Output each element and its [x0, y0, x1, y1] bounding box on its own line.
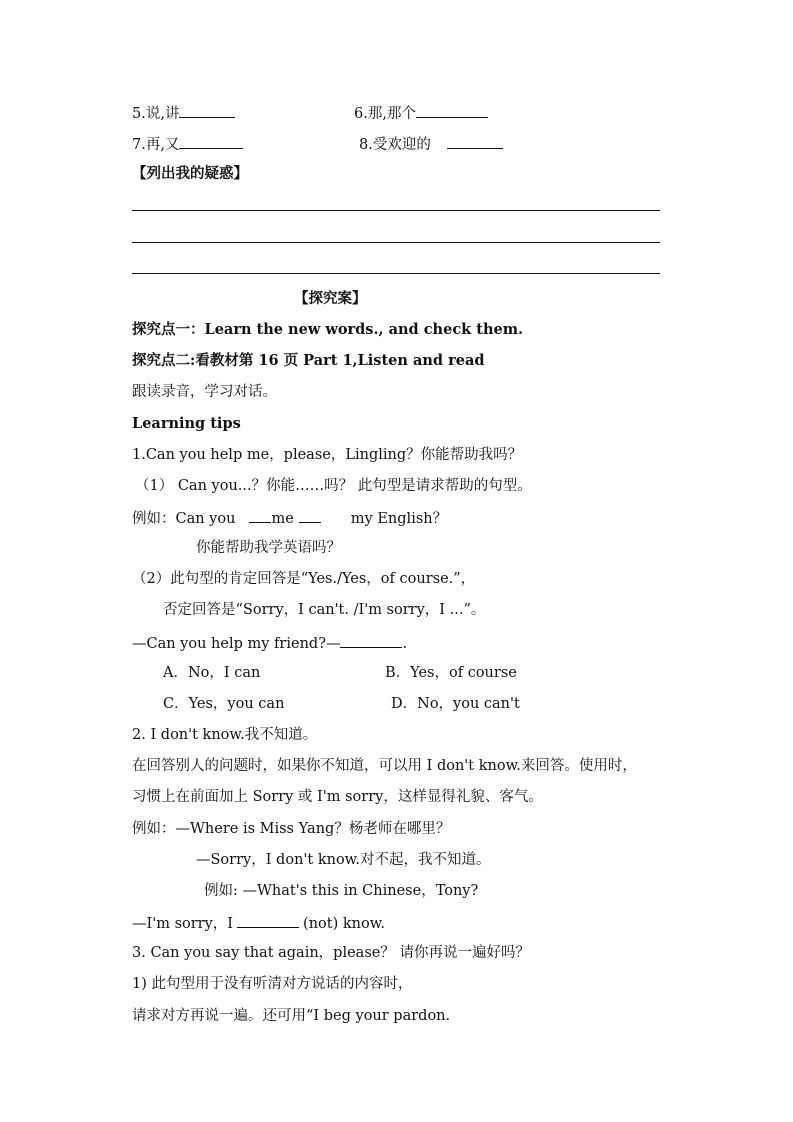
tip-2-title: 2. I don't know.我不知道。 [132, 727, 318, 743]
option-b[interactable]: B．Yes，of course [385, 665, 517, 681]
example-end: my English？ [350, 511, 448, 527]
tip-2-desc-2: 习惯上在前面加上 Sorry 或 I'm sorry，这样显得礼貌、客气。 [132, 789, 543, 805]
vocab-item-8-label: 8.受欢迎的 [359, 137, 431, 153]
answer-blank[interactable] [237, 913, 299, 928]
explore-heading: 【探究案】 [294, 290, 367, 307]
tip-2-desc-1: 在回答别人的问题时，如果你不知道，可以用 I don't know.来回答。使用时， [132, 758, 637, 774]
tip-1-note-1: （1） Can you...？你能……吗？ 此句型是请求帮助的句型。 [135, 478, 532, 494]
tip-1-example-cn: 你能帮助我学英语吗？ [196, 540, 341, 556]
tip-3-note-2: 请求对方再说一遍。还可用“I beg your pardon. [132, 1008, 451, 1024]
example-prefix: 例如：Can you [132, 511, 236, 527]
tip-1-example [132, 508, 447, 528]
option-a[interactable]: A．No，I can [163, 665, 261, 681]
question-text: —Can you help my friend?— [132, 636, 341, 652]
answer-prefix: —I'm sorry，I [132, 916, 234, 932]
explore-point-1: 探究点一：Learn the new words., and check them. [132, 321, 524, 338]
answer-blank[interactable] [179, 103, 235, 118]
explore-point-2-desc: 跟读录音，学习对话。 [132, 384, 277, 400]
vocab-item-6-label: 6.那,那个 [354, 106, 416, 122]
tip-3-title: 3. Can you say that again，please？ 请你再说一遍好吗？ [132, 945, 530, 961]
answer-suffix: (not) know. [303, 916, 386, 932]
answer-blank[interactable] [179, 134, 243, 149]
learning-tips-heading: Learning tips [132, 415, 241, 432]
answer-blank[interactable] [447, 134, 503, 149]
option-d[interactable]: D．No，you can't [391, 696, 520, 712]
tip-1-note-2b: 否定回答是“Sorry，I can't. /I'm sorry，I ...”。 [163, 602, 486, 618]
writing-line[interactable] [132, 273, 660, 274]
vocab-item-5-label: 5.说,讲 [132, 106, 180, 122]
writing-line[interactable] [132, 242, 660, 243]
vocab-item-5 [132, 103, 235, 123]
tip-2-example-1-answer: —Sorry，I don't know.对不起，我不知道。 [196, 852, 491, 868]
answer-blank[interactable] [340, 633, 402, 648]
vocab-item-7-label: 7.再,又 [132, 137, 180, 153]
tip-1-title: 1.Can you help me，please，Lingling？你能帮助我吗？ [132, 447, 523, 463]
answer-blank[interactable] [416, 103, 488, 118]
vocab-item-7 [132, 134, 243, 154]
tip-1-question [132, 633, 407, 653]
option-c[interactable]: C．Yes，you can [163, 696, 285, 712]
tip-3-note-1: 1) 此句型用于没有听清对方说话的内容时， [132, 976, 413, 992]
tip-1-note-2: （2）此句型的肯定回答是“Yes./Yes，of course.”， [132, 571, 476, 587]
tip-2-example-1: 例如：—Where is Miss Yang？杨老师在哪里？ [132, 821, 451, 837]
vocab-item-8 [359, 134, 503, 154]
tip-2-example-2: 例如: —What's this in Chinese，Tony? [204, 883, 479, 899]
vocab-item-6 [354, 103, 488, 123]
doubts-heading: 【列出我的疑惑】 [132, 165, 248, 182]
answer-blank[interactable] [249, 508, 271, 523]
example-me: me [271, 511, 294, 527]
writing-line[interactable] [132, 210, 660, 211]
answer-blank[interactable] [299, 508, 321, 523]
question-end: . [402, 636, 408, 652]
tip-2-example-2-answer [132, 913, 385, 933]
explore-point-2: 探究点二:看教材第 16 页 Part 1,Listen and read [132, 352, 485, 369]
